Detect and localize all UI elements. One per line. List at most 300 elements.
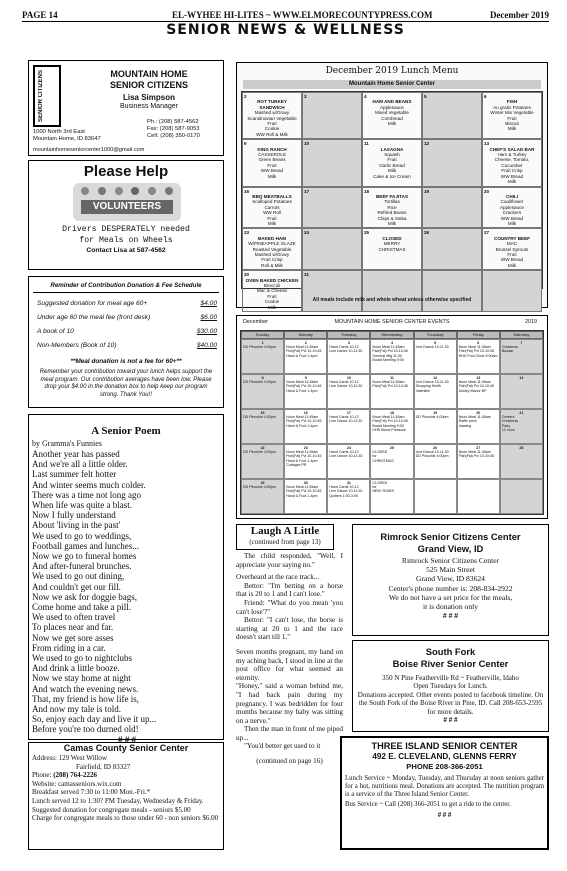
menu-day-cell (242, 270, 302, 312)
menu-day-cell (302, 228, 362, 270)
menu-item: Brussel Sprouts (495, 246, 529, 252)
volunteers-illustration (73, 183, 181, 221)
events-day-number: 31 (346, 481, 351, 485)
events-entry: Fish(Fal) Pvl 10-10:45 (286, 489, 322, 494)
menu-day-number: 31 (304, 272, 310, 278)
events-entry: DD Pinochle 4:00pm (243, 485, 276, 490)
poem-line: Now we go to funeral homes (32, 551, 137, 562)
menu-item: Milk (267, 173, 277, 179)
menu-item: CHRISTMAS (378, 246, 406, 252)
poem-line: Now we ask for doggie bags, (32, 591, 137, 602)
menu-item: LASAGNA (380, 146, 404, 152)
menu-item: W/PINEAPPLE GLAZE (248, 241, 296, 247)
page-header (22, 10, 549, 38)
menu-item: Scandinavian Vegetable (247, 115, 297, 121)
events-day-cell (284, 409, 327, 444)
fee-rule (33, 292, 219, 293)
poem-line: # # # (118, 734, 136, 745)
events-day-number: 7 (520, 341, 523, 345)
events-day-cell (241, 339, 284, 374)
menu-day-number: 20 (484, 188, 490, 194)
menu-day-number: 9 (244, 141, 247, 147)
threeisland-card (340, 736, 549, 850)
menu-item: COUNTRY BEEF (494, 235, 530, 241)
events-day-cell (327, 374, 370, 409)
events-day-cell (500, 339, 543, 374)
menu-item: Milk (507, 179, 517, 185)
menu-item: Fruit (507, 251, 517, 257)
southfork-title: South Fork Boise River Senior Center (392, 646, 509, 669)
menu-item: Refried Beans (377, 210, 407, 216)
events-entry: Noon Meal 11:45am (372, 415, 405, 420)
menu-day-cell (242, 187, 302, 229)
events-day-number: 27 (476, 446, 481, 450)
section-title: SENIOR NEWS & WELLNESS (166, 22, 405, 38)
menu-item: WW Bread (500, 257, 524, 263)
poem-byline: by Gramma's Funnies (32, 439, 102, 448)
poem-line: And watch the evening news. (32, 683, 139, 694)
camas-title: Camas County Senior Center (63, 743, 189, 753)
events-day-cell (500, 444, 543, 479)
laugh-heading-box (236, 524, 334, 550)
events-entry: Noon Meal 11:45am (458, 345, 491, 350)
menu-day-cell (242, 92, 302, 139)
events-entry: Hand Cards 10-12 (329, 345, 359, 350)
menu-item: Fruit (267, 162, 277, 168)
events-day-header: Thursday (414, 331, 457, 339)
menu-item: Biscuit (505, 121, 519, 127)
events-entry: Fish(Fal) Pvl 10-10:45 (458, 454, 495, 459)
menu-day-number: 25 (364, 230, 370, 236)
events-entry: Hand Cards 10-12 (329, 485, 359, 490)
mhsc-role: Business Manager (120, 103, 178, 110)
menu-day-cell (422, 228, 482, 270)
menu-item: Cake & Ice Cream (373, 173, 411, 179)
events-entry: Hand Cards 10-12 (329, 380, 359, 385)
events-day-cell (327, 479, 370, 514)
camas-website[interactable]: Website: camasseniors.wix.com (32, 779, 122, 788)
events-day-number: 4 (390, 341, 393, 345)
menu-item: Roll & Milk (261, 262, 283, 268)
events-day-cell (327, 409, 370, 444)
events-title: MOUNTAIN HOME SENIOR CENTER EVENTS (334, 319, 450, 325)
menu-item: Mashed w/Gravy (254, 110, 290, 116)
please-help-contact: Contact Lisa at 587-4562 (86, 247, 166, 254)
events-day-number: 5 (434, 341, 437, 345)
fee-title: Reminder of Contribution Donation & Fee Schedule (50, 282, 202, 289)
events-day-header: Monday (284, 331, 327, 339)
events-entry: Noon Meal 11:45am (372, 345, 405, 350)
events-entry: Fish(Fal) Pvl 10-10:45 (286, 384, 322, 389)
laugh-cont: (continued from page 13) (249, 538, 321, 546)
drivers-needed: Drivers DESPERATELY needed (62, 225, 190, 234)
senior-poem-card (28, 414, 224, 745)
events-entry: Hand Cards 10-12 (329, 450, 359, 455)
menu-item: Milk (507, 262, 517, 268)
menu-item: Fruit (267, 215, 277, 221)
menu-day-cell (302, 139, 362, 186)
poem-body (32, 449, 222, 745)
menu-item: WW Bread (260, 168, 284, 174)
events-entry: Cottages PR (286, 462, 307, 467)
events-day-cell (370, 409, 413, 444)
events-day-cell (457, 479, 500, 514)
events-day-number: 25 (389, 446, 394, 450)
southfork-body: 350 N Pine Featherville Rd ~ Featherville, Idaho Open Tuesdays for Lunch. Donations accepted. Other events posted to facebook timeline. On the South Fork of the Boise River in Pine, ID. Call 208-653-2595 for more details. # # # (357, 674, 544, 725)
menu-item: WW Bread (500, 173, 524, 179)
poem-line: We used to go to weddings, (32, 530, 132, 541)
menu-item: KING RANCH (257, 146, 287, 152)
poem-line: And drink a little booze. (32, 663, 120, 674)
poem-line: Come home and take a pill. (32, 602, 131, 613)
events-day-cell (284, 444, 327, 479)
events-entry: Hand & Foot 1-4pm (286, 423, 318, 428)
events-calendar (236, 315, 548, 519)
menu-day-number: 4 (364, 94, 367, 99)
poem-line: We used to often travel (32, 612, 116, 623)
events-year: 2019 (525, 319, 537, 325)
events-day-header: Saturday (500, 331, 543, 339)
poem-line: To places near and far. (32, 622, 114, 633)
poem-line: Now we get sore asses (32, 632, 114, 643)
events-day-number: 3 (347, 341, 350, 345)
menu-item: Fruit (267, 121, 277, 127)
menu-day-cell (362, 228, 422, 270)
events-day-number: 8 (261, 376, 264, 380)
events-day-number: 9 (304, 376, 307, 380)
fee-rows (37, 300, 217, 356)
events-day-number: 16 (303, 411, 308, 415)
mhsc-address: 1000 North 3rd East Mountain Home, ID 83647 (33, 129, 101, 142)
events-day-cell (241, 374, 284, 409)
menu-item: HAM AND BEANS (372, 99, 412, 105)
events-day-number: 23 (303, 446, 308, 450)
mhsc-phones: Ph.: (208) 587-4562 Fax: (208) 587-9053 Cell: (208) 350-0170 (147, 119, 200, 139)
events-day-cell (284, 374, 327, 409)
events-entry: Centers (501, 415, 515, 420)
laugh-body: The child responded, "Well, I appreciate your saying no." Overheard at the race track... Bettor: "I'm betting on a horse that is 20 to 1 and I can't lose." Friend: "What do you mean 'you can't lose'?" Bettor: "I can't lose, the horse is starting at 20 to 1 and the race doesn't start till 1." Seven months pregnant, my hand on my aching back, I stood in line at the post office for what seemed an eternity. "Honey," said a woman behind me, "I had back pain during my pregnancy. I was bedridden for four months because my baby was sitting on a nerve." Then the man in front of me piped up... "You'd better get used to it (continued on page 16) (236, 552, 343, 766)
events-entry: Hand Cards 10-12 (329, 415, 359, 420)
events-entry: Fish(Fal) Pvl 10-10:45 (286, 419, 322, 424)
events-day-cell (414, 339, 457, 374)
menu-item: Mixed Vegetable (375, 110, 409, 116)
menu-footer: All meals include milk and whole wheat unless otherwise specified (312, 297, 472, 303)
events-entry: CHRISTMAS (372, 458, 394, 463)
events-entry: Shopping Smith (415, 384, 441, 389)
publication-name: EL-WYHEE HI-LITES ~ WWW.ELMORECOUNTYPRESS.COM (172, 10, 433, 20)
threeisland-title: THREE ISLAND SENIOR CENTER 492 E. CLEVELAND, GLENNS FERRY PHONE 208-366-2051 (371, 741, 518, 771)
poem-line: From riding in a car. (32, 642, 106, 653)
events-entry: Bazaar (501, 349, 514, 354)
menu-subtitle: Mountain Home Senior Center (243, 80, 541, 89)
events-entry: Line Dance 10-11:30 (415, 345, 449, 350)
menu-item: Mac & Cheese (256, 288, 288, 294)
menu-item: Crackers (502, 210, 522, 216)
events-day-number: 2 (304, 341, 307, 345)
menu-day-number: 2 (244, 94, 247, 99)
menu-day-number: 6 (484, 94, 487, 99)
menu-item: Milk (387, 121, 397, 127)
please-help-card (28, 160, 224, 270)
menu-item: Fruit Crisp (501, 168, 523, 174)
poem-line: Another year has passed (32, 449, 120, 459)
events-entry: Noon Meal 11:45am (458, 380, 491, 385)
menu-item: Broccoli (263, 283, 281, 288)
events-day-cell (241, 479, 284, 514)
menu-item: Roasted Vegetable (252, 246, 292, 252)
events-day-number: 28 (519, 446, 524, 450)
menu-day-number: 27 (484, 230, 490, 236)
poem-line: Before you're too durned old! (32, 724, 139, 735)
events-grid (240, 330, 544, 515)
fee-schedule-card (28, 276, 224, 408)
events-entry: Line Dance 10-11:30 (329, 419, 363, 424)
fee-remember: Remember your contribution toward your lunch helps support the meal program. Our contribution averages have been low. Please drop your $4.00 in the donation box to help keep our program strong. Thank You!! (39, 369, 213, 398)
menu-item: CASSEROLE (257, 152, 287, 158)
events-day-number: 17 (346, 411, 351, 415)
events-entry: Christmas (501, 345, 519, 350)
events-day-cell (500, 479, 543, 514)
menu-item: Milk (267, 304, 277, 310)
menu-day-cell (482, 92, 542, 139)
poem-title: A Senior Poem (91, 425, 161, 437)
menu-item: Milk (267, 220, 277, 226)
menu-item: WW Bread (500, 215, 524, 221)
menu-day-number: 18 (364, 188, 370, 194)
events-entry: Noon Meal 11:45am (286, 415, 319, 420)
menu-item: Applesauce (499, 204, 524, 210)
poem-line: And couldn't get our fill. (32, 581, 121, 592)
events-entry: Noon Meal 11:45am (286, 450, 319, 455)
events-entry: General Mtg 11:30 (372, 353, 402, 358)
events-entry: Noon Meal 11:45am (286, 345, 319, 350)
events-entry: DD Pinochle 4:00pm (243, 415, 276, 420)
events-day-cell (370, 339, 413, 374)
menu-day-cell (422, 92, 482, 139)
menu-item: Applesauce (379, 104, 404, 110)
menu-item: Milk (507, 220, 517, 226)
menu-item: Au gratin Potatoes (493, 104, 531, 110)
events-day-cell (370, 374, 413, 409)
menu-item: Milk (387, 220, 397, 226)
menu-day-number: 13 (484, 141, 490, 147)
menu-item: Milk (507, 126, 517, 132)
events-entry: HHD Blood Pressure (372, 427, 406, 432)
menu-item: FISH (506, 99, 518, 105)
menu-day-cell (302, 270, 362, 312)
events-day-cell (241, 409, 284, 444)
events-entry: Hand & Foot 1-4pm (286, 458, 318, 463)
events-day-number: 6 (477, 341, 480, 345)
events-day-cell (457, 374, 500, 409)
poem-line: Now I fully understand (32, 510, 116, 521)
events-entry: Line Dance 10-11:30 (329, 489, 363, 494)
events-day-number: 21 (519, 411, 524, 415)
fee-row: A book of 10 $30.00 (37, 328, 217, 335)
rimrock-title: Rimrock Senior Citizens Center Grand View, ID (380, 531, 521, 554)
poem-line: That, my friend is how life is, (32, 693, 139, 704)
menu-day-number: 17 (304, 188, 310, 194)
events-entry: Fish(Fal) Pvl 10-10:45 (458, 349, 495, 354)
events-day-cell (327, 339, 370, 374)
menu-item: Cauliflower (500, 199, 524, 205)
poem-line: And after-funeral brunches. (32, 561, 132, 572)
laugh-title: Laugh A Little (250, 525, 320, 537)
events-entry: DD Pinochle 4:00pm (243, 345, 276, 350)
menu-item: Fruit Crisp (261, 257, 283, 263)
poem-line: And we're all a little older. (32, 459, 128, 470)
mhsc-card (28, 60, 224, 156)
poem-line: Last summer felt hotter (32, 469, 117, 480)
menu-item: Cornbread (381, 115, 403, 121)
menu-item: Cookie (264, 126, 280, 132)
camas-card (28, 742, 224, 850)
menu-day-cell (242, 139, 302, 186)
events-day-number: 10 (346, 376, 351, 380)
fee-row: Non-Members (Book of 10) $40.00 (37, 342, 217, 349)
events-entry: Noon Meal 11:45am (286, 485, 319, 490)
poem-line: When life was quite a blast. (32, 500, 132, 511)
menu-item: CLOSED (382, 235, 402, 241)
poem-line: About 'living in the past' (32, 520, 121, 531)
poem-line: We used to go to nightclubs (32, 653, 133, 664)
poem-line: There was a time not long ago (32, 489, 141, 500)
events-day-cell (457, 409, 500, 444)
menu-day-cell (422, 187, 482, 229)
menu-item: ROT TURKEY SANDWICH (257, 99, 287, 110)
menu-item: Green Beans (258, 157, 286, 163)
events-day-cell (284, 479, 327, 514)
events-day-number: 24 (346, 446, 351, 450)
events-day-number: 30 (303, 481, 308, 485)
events-day-number: 11 (390, 376, 394, 380)
menu-item: Ham & Turkey (497, 152, 527, 158)
events-entry: Noon Meal 11:45am (458, 415, 491, 420)
events-day-number: 22 (260, 446, 265, 450)
menu-item: Mashed w/Gravy (254, 251, 290, 257)
events-entry: Line Dance 10-11:30 (329, 384, 363, 389)
menu-item: Chips & Salsa (377, 215, 407, 221)
menu-item: CHILI (506, 193, 518, 199)
menu-day-number: 23 (244, 230, 250, 236)
menu-item: Fruit (387, 157, 397, 163)
menu-day-number: 30 (244, 272, 250, 278)
mhsc-email[interactable]: mountainhomeseniorcenter1000@gmail.com (33, 147, 145, 153)
poem-line: And now my tale is told. (32, 704, 121, 715)
events-entry: Christmas (501, 419, 519, 424)
events-entry: Quilters 1:00-3:00 (329, 493, 358, 498)
events-entry: Party (501, 423, 511, 428)
events-day-cell (414, 479, 457, 514)
menu-item: Garlic Bread (379, 162, 405, 168)
menu-item: Winter Mix Vegetable (490, 110, 534, 116)
events-day-cell (414, 409, 457, 444)
events-entry: Board Meeting 9:00 (372, 357, 404, 362)
menu-item: WW Roll (263, 210, 281, 216)
mhsc-contact: Lisa Simpson (122, 93, 175, 102)
poem-line: Now we stay home at night (32, 673, 131, 684)
events-entry: Line Dance 10-11:30 (329, 454, 363, 459)
menu-item: MAC (506, 241, 518, 247)
menu-day-cell (362, 270, 422, 312)
events-entry: DD Pinochle 4:00pm (415, 454, 449, 459)
poem-line: And winter seems much colder. (32, 479, 146, 490)
events-day-cell (284, 339, 327, 374)
menu-item: BBQ MEATBALLS (252, 193, 292, 199)
menu-day-cell (482, 270, 542, 312)
menu-day-cell (362, 187, 422, 229)
events-day-number: 20 (476, 411, 481, 415)
events-day-number: 1 (261, 341, 264, 345)
events-day-header: Sunday (241, 331, 284, 339)
events-day-cell (414, 444, 457, 479)
events-entry: Fish(Fal) Pvl 10-10:45 (458, 384, 495, 389)
page-number: PAGE 14 (22, 10, 58, 20)
events-day-number: 19 (433, 411, 438, 415)
events-day-cell (414, 374, 457, 409)
menu-day-cell (302, 187, 362, 229)
events-entry: Fish(Fal) Pvl 10-10:45 (372, 349, 408, 354)
events-entry: DD Pinochle 4:00pm (243, 450, 276, 455)
events-entry: for (372, 485, 377, 490)
menu-day-cell (422, 139, 482, 186)
menu-day-number: 16 (244, 188, 250, 194)
events-entry: Valentine (415, 388, 431, 393)
menu-day-number: 26 (424, 230, 430, 236)
menu-item: BAKED HAM (257, 235, 287, 241)
events-day-number: 29 (260, 481, 265, 485)
menu-item: Tortillas (384, 199, 400, 205)
volunteers-banner: VOLUNTEERS (81, 200, 173, 214)
events-entry: Hand & Foot 1-4pm (286, 388, 318, 393)
events-entry: DD Pinochle 4:00pm (415, 415, 449, 420)
issue-date: December 2019 (489, 10, 549, 20)
events-day-header: Friday (457, 331, 500, 339)
events-day-number: 15 (260, 411, 265, 415)
events-day-cell (457, 339, 500, 374)
volunteer-figures (77, 187, 177, 197)
menu-day-cell (362, 92, 422, 139)
menu-day-number: 19 (424, 188, 430, 194)
menu-day-number: 10 (304, 141, 310, 147)
events-day-header: Tuesday (327, 331, 370, 339)
events-entry: Board Meeting 9:00 (372, 423, 404, 428)
events-entry: Hand & Foot 1-4pm (286, 493, 318, 498)
menu-item: Carrots (264, 204, 280, 210)
events-entry: Fish(Fal) Pvl 10-10:45 (372, 384, 408, 389)
events-entry: DD Pinochle 4:00pm (243, 380, 276, 385)
events-day-cell (457, 444, 500, 479)
fee-note: **Meal donation is not a fee for 60+** (70, 358, 182, 365)
events-entry: NEW YEARS (372, 489, 394, 494)
events-entry: Ashley Manor BP (458, 388, 487, 393)
menu-day-cell (482, 228, 542, 270)
laugh-article (236, 524, 346, 850)
events-day-number: 18 (389, 411, 394, 415)
events-entry: CLOSED (372, 450, 388, 455)
events-entry: HHD Foot Clinic 9:00am (458, 353, 498, 358)
events-entry: Fish(Fal) Pvl 10-10:45 (286, 454, 322, 459)
events-day-cell (500, 374, 543, 409)
rimrock-card (352, 524, 549, 636)
camas-body: Address: 129 West Willow Fairfield, ID 83327 Phone: (208) 764-2226 Website: camasseniors.wix.com Breakfast served 7:30 to 11:00 Mon.-Fri.* Lunch served 12 to 1:30? PM Tuesday, Wednesday & Friday. Suggested donation for congregate meals - seniors $5.00 Charge for congregate meals to those under 60 - non seniors $6.00 (32, 754, 222, 823)
please-help-title: Please Help (83, 163, 169, 180)
events-entry: for (372, 454, 377, 459)
menu-title: December 2019 Lunch Menu (325, 66, 459, 76)
mhsc-title: MOUNTAIN HOME SENIOR CITIZENS (109, 69, 188, 90)
events-entry: Raffle prize (458, 419, 477, 424)
events-entry: 12 noon (501, 427, 515, 432)
